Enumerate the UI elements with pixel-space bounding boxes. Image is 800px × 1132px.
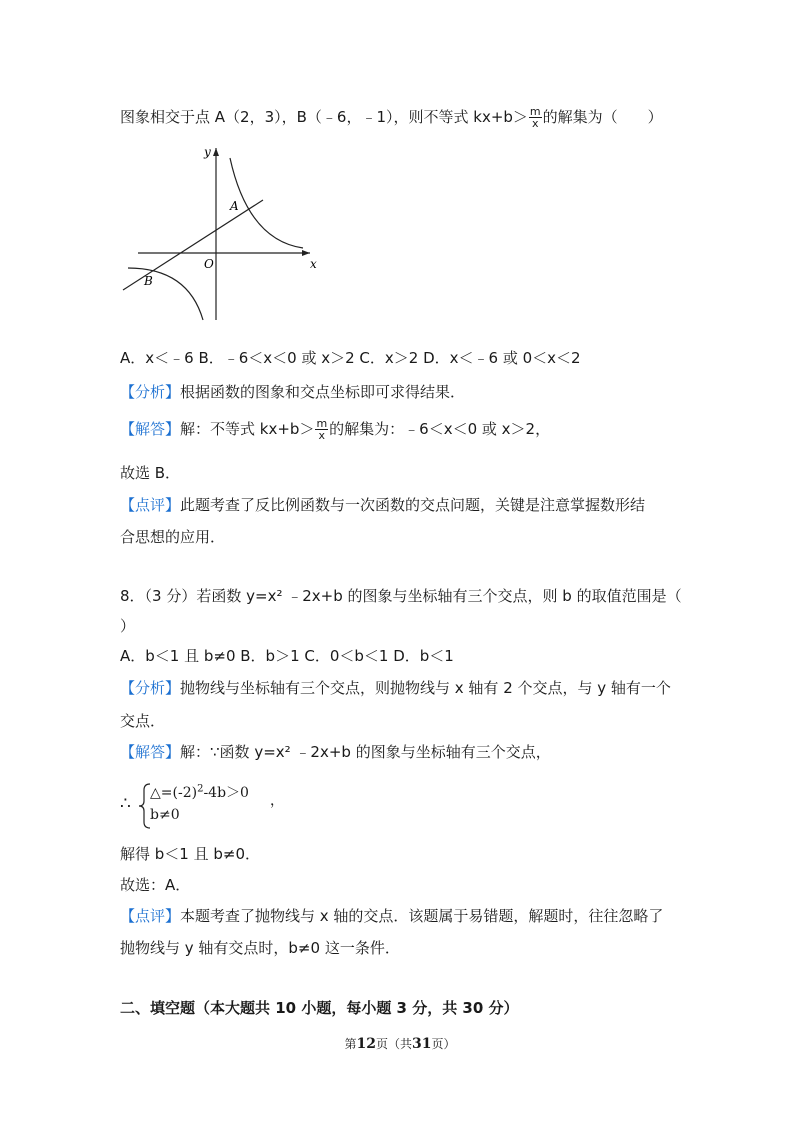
y-axis-label: y bbox=[204, 145, 211, 159]
origin-label: O bbox=[204, 257, 214, 271]
q8-stem: 8．（3 分）若函数 y=x² ﹣2x+b 的图象与坐标轴有三个交点，则 b 的取值范围是（ bbox=[120, 587, 682, 605]
page-total: 31 bbox=[412, 1036, 432, 1052]
q7-stem: 图象相交于点 A（2，3），B（﹣6，﹣1），则不等式 kx+b＞ $\frac{m}{x}$ 的解集为（ ） bbox=[120, 105, 663, 130]
q8-result: 解得 b＜1 且 b≠0． bbox=[120, 845, 261, 863]
analysis-tag: 【分析】 bbox=[120, 679, 181, 697]
q8-condition-system bbox=[120, 782, 300, 830]
comment-tag: 【点评】 bbox=[120, 907, 181, 925]
q7-comment-cont: 合思想的应用． bbox=[120, 528, 226, 546]
q8-analysis: 【分析】抛物线与坐标轴有三个交点，则抛物线与 x 轴有 2 个交点，与 y 轴有一个 bbox=[120, 679, 671, 697]
section-heading: 二、填空题（本大题共 10 小题，每小题 3 分，共 30 分） bbox=[120, 999, 519, 1017]
q8-solution: 【解答】解：∵函数 y=x² ﹣2x+b 的图象与坐标轴有三个交点， bbox=[120, 743, 551, 761]
point-b-label: B bbox=[144, 274, 153, 288]
comment-tag: 【点评】 bbox=[120, 496, 181, 514]
hyperbola-branch-third bbox=[128, 268, 203, 320]
condition-b-nonzero: b≠0 bbox=[150, 807, 180, 823]
solution-tag: 【解答】 bbox=[120, 743, 181, 761]
analysis-tag: 【分析】 bbox=[120, 383, 181, 401]
q7-options: A．x＜﹣6 B．﹣6＜x＜0 或 x＞2 C．x＞2 D．x＜﹣6 或 0＜x＜2 bbox=[120, 349, 581, 367]
page-number: 12 bbox=[356, 1036, 376, 1052]
x-axis-arrow-icon bbox=[302, 250, 310, 256]
condition-discriminant: $\triangle=(-2)^2-4b>0$ bbox=[150, 783, 249, 801]
q7-solution: 【解答】解：不等式 kx+b＞ $\frac{m}{x}$ 的解集为：﹣6＜x＜0 或 x＞2， bbox=[120, 417, 551, 442]
x-axis-label: x bbox=[310, 257, 317, 271]
q7-comment: 【点评】此题考查了反比例函数与一次函数的交点问题，关键是注意掌握数形结 bbox=[120, 496, 646, 514]
solution-tag: 【解答】 bbox=[120, 420, 181, 438]
point-a-label: A bbox=[230, 199, 239, 213]
q8-choose: 故选：A． bbox=[120, 876, 191, 894]
q8-comment-cont: 抛物线与 y 轴有交点时，b≠0 这一条件． bbox=[120, 939, 400, 957]
hyperbola-branch-first bbox=[230, 158, 303, 248]
y-axis-arrow-icon bbox=[213, 148, 219, 156]
q7-analysis: 【分析】根据函数的图象和交点坐标即可求得结果． bbox=[120, 383, 466, 401]
function-graph bbox=[118, 140, 328, 325]
q8-stem-cont: ） bbox=[120, 617, 136, 635]
q8-analysis-cont: 交点． bbox=[120, 712, 166, 730]
comma: ， bbox=[270, 793, 284, 809]
q8-options: A．b＜1 且 b≠0 B．b＞1 C．0＜b＜1 D．b＜1 bbox=[120, 647, 454, 665]
fraction-m-over-x: $\frac{m}{x}$ bbox=[316, 417, 328, 442]
q8-comment: 【点评】本题考查了抛物线与 x 轴的交点．该题属于易错题，解题时，往往忽略了 bbox=[120, 907, 664, 925]
q7-choose: 故选 B． bbox=[120, 464, 181, 482]
therefore-symbol: ∴ bbox=[120, 794, 131, 814]
page-footer: 第12页（共31页） bbox=[344, 1036, 456, 1052]
fraction-m-over-x: $\frac{m}{x}$ bbox=[529, 105, 541, 130]
